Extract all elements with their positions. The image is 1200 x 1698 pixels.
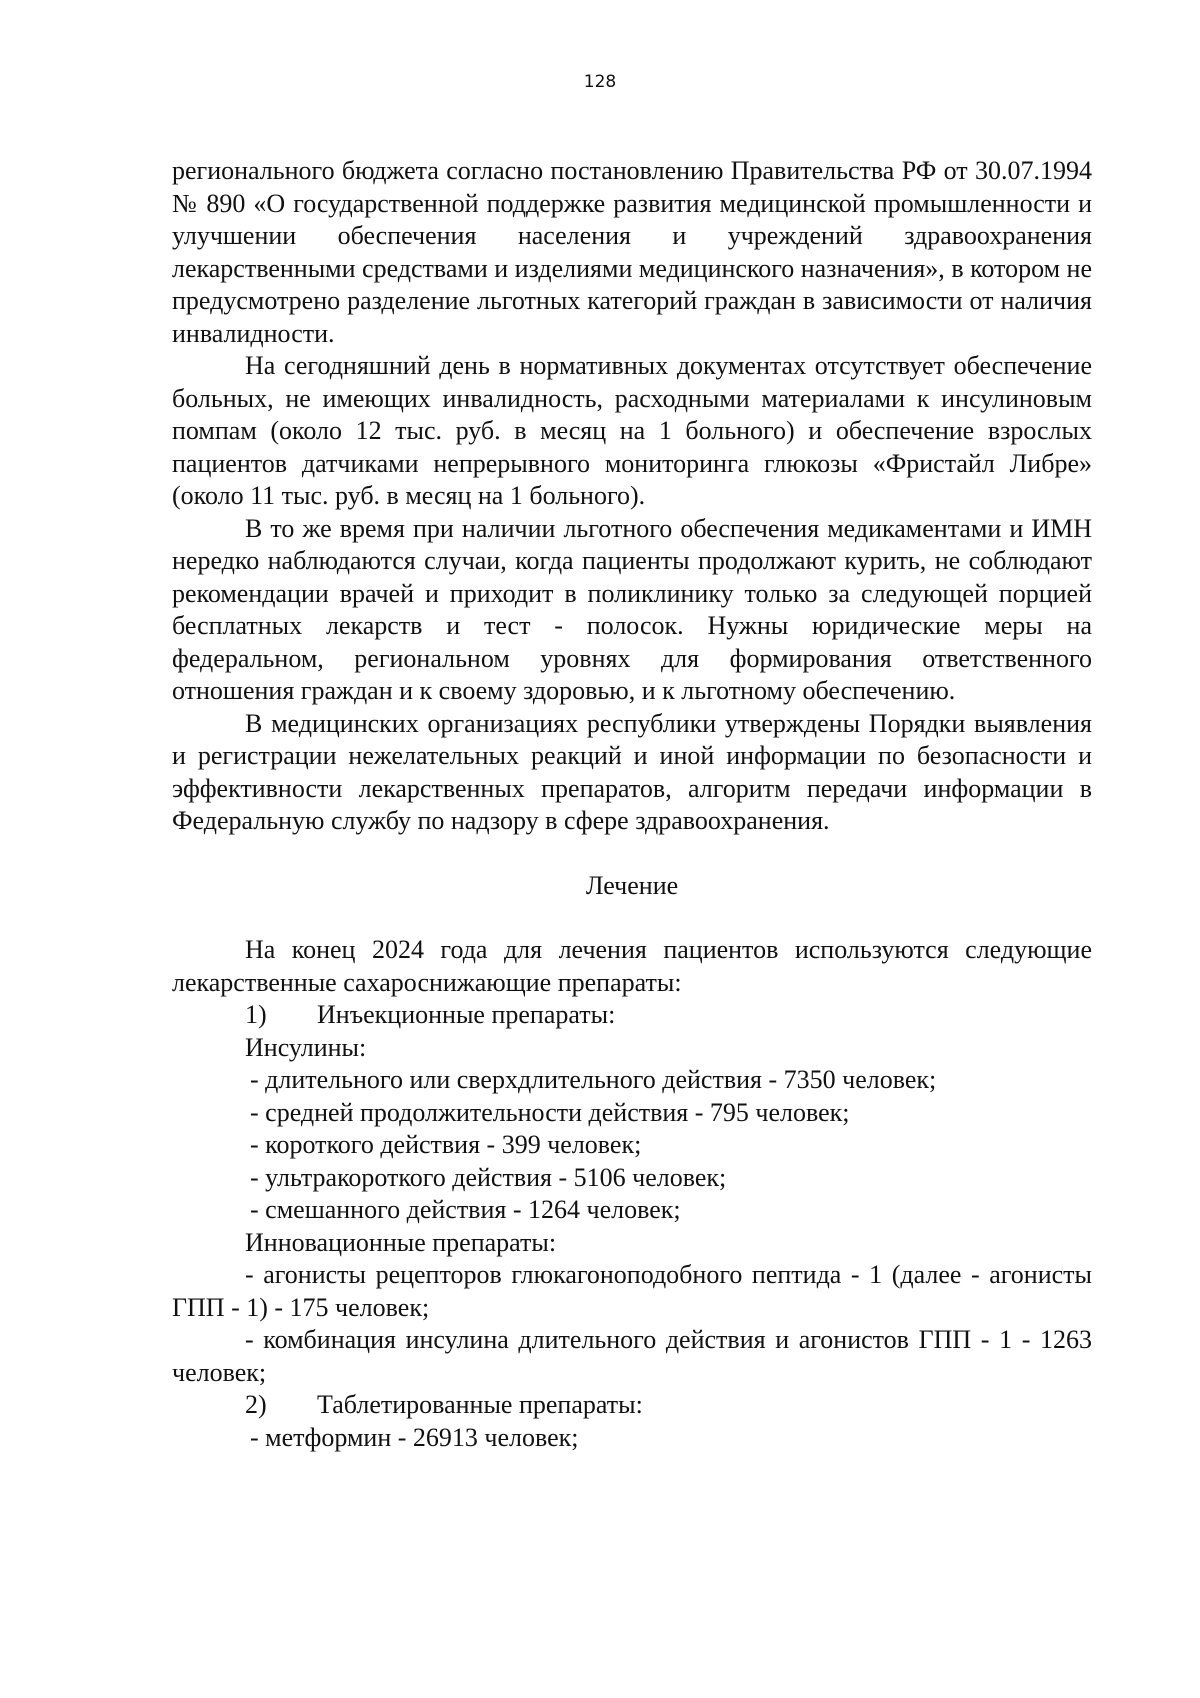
- paragraph-patient-responsibility: В то же время при наличии льготного обеспечения медикаментами и ИМН нередко наблюдаются случаи, когда пациенты продолжают курить, не соблюдают рекомендации врачей и приходит в поликлинику только за следующей порцией бесплатных лекарств и тест - полосок. Нужны юридические меры на федеральном, региональном уровнях для формирования ответственного отношения граждан и к своему здоровью, и к льготному обеспечению.: [172, 513, 1092, 705]
- section-intro: На конец 2024 года для лечения пациентов используются следующие лекарственные сахароснижающие препараты:: [172, 935, 1092, 997]
- section-heading: Лечение: [585, 870, 679, 900]
- list-item: - ультракороткого действия - 5106 человек;: [250, 1162, 727, 1192]
- list-item: - агонисты рецепторов глюкагоноподобного пептида - 1 (далее - агонисты ГПП - 1) - 175 человек;: [172, 1260, 1092, 1322]
- page-number: 128: [583, 72, 617, 92]
- innovative-label: Инновационные препараты:: [245, 1227, 557, 1257]
- group-tablets: [172, 1389, 1092, 1422]
- list-item: - короткого действия - 399 человек;: [250, 1130, 642, 1159]
- list-item: - метформин - 26913 человек;: [250, 1422, 579, 1452]
- list-item: - смешанного действия - 1264 человек;: [250, 1195, 681, 1224]
- group-tablets-number: 2): [245, 1390, 267, 1419]
- group-injectable: [172, 999, 1092, 1032]
- insulins-label: Инсулины:: [245, 1032, 367, 1062]
- paragraph-insulin-pumps: На сегодняшний день в нормативных документах отсутствует обеспечение больных, не имеющих инвалидность, расходными материалами к инсулиновым помпам (около 12 тыс. руб. в месяц на 1 больного) и обеспечение взрослых пациентов датчиками непрерывного мониторинга глюкозы «Фристайл Либре» (около 11 тыс. руб. в месяц на 1 больного).: [172, 351, 1092, 510]
- list-item: - длительного или сверхдлительного действия - 7350 человек;: [250, 1065, 937, 1094]
- list-item: - комбинация инсулина длительного действия и агонистов ГПП - 1 - 1263 человек;: [172, 1325, 1092, 1387]
- list-item: - средней продолжительности действия - 795 человек;: [250, 1097, 850, 1127]
- group-injectable-number: 1): [245, 1000, 267, 1029]
- document-body: [172, 155, 1092, 1454]
- paragraph-pharmacovigilance: В медицинских организациях республики утверждены Порядки выявления и регистрации нежелательных реакций и иной информации по безопасности и эффективности лекарственных препаратов, алгоритм передачи информации в Федеральную службу по надзору в сфере здравоохранения.: [172, 708, 1092, 835]
- group-tablets-title: Таблетированные препараты:: [317, 1390, 643, 1419]
- group-injectable-title: Инъекционные препараты:: [317, 1000, 616, 1029]
- paragraph-budget: регионального бюджета согласно постановлению Правительства РФ от 30.07.1994 № 890 «О государственной поддержке развития медицинской промышленности и улучшении обеспечения населения и учреждений здравоохранения лекарственными средствами и изделиями медицинского назначения», в котором не предусмотрено разделение льготных категорий граждан в зависимости от наличия инвалидности.: [172, 156, 1092, 348]
